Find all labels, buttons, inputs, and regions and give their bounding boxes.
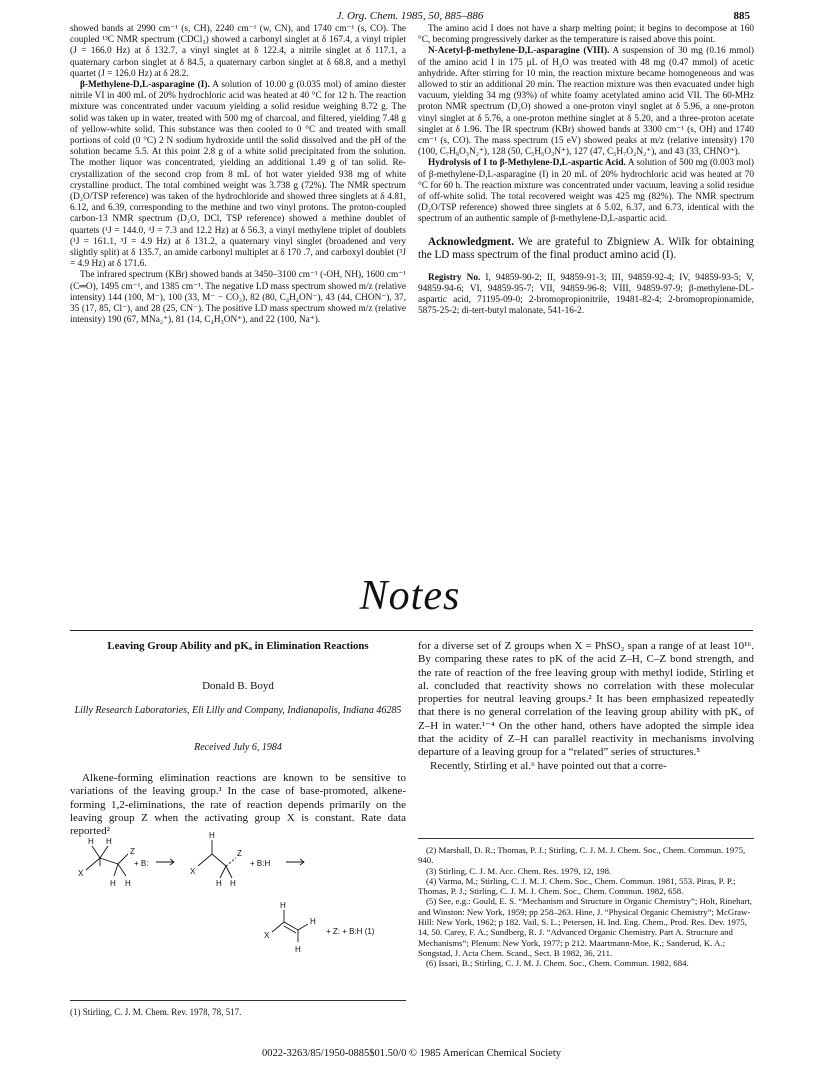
section-title-notes: Notes	[359, 573, 461, 619]
label-h: H	[230, 879, 236, 888]
plus-base: + B:	[134, 859, 149, 868]
left-column-experimental	[70, 24, 406, 326]
footnote: (2) Marshall, D. R.; Thomas, P. J.; Stirling, C. J. M. J. Chem. Soc., Chem. Commun. 1975, 940.	[418, 845, 746, 866]
label-x: X	[78, 869, 84, 878]
journal-citation: J. Org. Chem. 1985, 50, 885–886	[336, 10, 484, 22]
footnote: (3) Stirling, C. J. M. Acc. Chem. Res. 1979, 12, 198.	[426, 865, 612, 876]
section-divider	[70, 630, 753, 631]
label-h: H	[216, 879, 222, 888]
article-body-column2	[418, 640, 754, 773]
paragraph: β-Methylene-D,L-asparagine (I). A solution of 10.00 g (0.035 mol) of amino diester nitrile VI in 400 mL of 20% hydrochloric acid was heated at 40 °C for 12 h. The reaction mixture was concentrated under vacuum yielding a solid residue weighing 8.72 g. The solid was taken up in water, treated with 500 mg of charcoal, and filtered, yielding 7.48 g of yellow-white solid. This substance was then cooled to 0 °C and treated with small portions of cold (0 °C) 2 N sodium hydroxide until the solid dissolved and the pH of the solution became 5.5. At this point 2.8 g of a white solid precipitated from the solution. The mother liquor was concentrated, yielding an additional 1.49 g of tan solid. Re-crystallization of the second crop from 8 mL of hot water yielded 938 mg of white crystalline product. The total combined weight was 3.738 g (72%). The NMR spectrum (D₂O/TSP reference) was taken of the hydrochloride and showed three singlets at δ 4.81, 6.12, and 6.39, corresponding to the methine and two vinyl protons. The proton-coupled carbon-13 NMR spectrum (D₂O, DCl, TSP reference) showed a methine doublet of quartets (¹J = 144.0, ³J = 7.3 and 12.2 Hz) at δ 56.3, a vinyl methylene triplet of doublets (¹J = 161.1, ³J = 4.9 Hz) at δ 131.2, a quaternary vinyl singlet (broadened and very slightly split) at δ 135.7, an amide carbonyl multiplet at δ 170 .7, and carboxyl doublet (³J = 4.9 Hz) at δ 171.6.	[70, 80, 406, 270]
plus-bh: + B:H	[250, 859, 271, 868]
paragraph: The infrared spectrum (KBr) showed bands at 3450–3100 cm⁻¹ (-OH, NH), 1600 cm⁻¹ (C═O), 1495 cm⁻¹, and 1385 cm⁻¹. The negative LD mass spectrum showed m/z (relative intensity) 144 (100, M⁻), 100 (33, M⁻ − CO₂), 82 (80, C₄H₄ON⁻), 43 (44, CHON⁻), 37, 35 (17, 85, Cl⁻), and 28 (25, CN⁻). The positive LD mass spectrum showed m/z (relative intensity) 190 (67, MNa₂⁺), 81 (14, C₄H₃ON⁺), and 22 (100, Na⁺).	[70, 270, 406, 326]
elimination-scheme-diagram	[70, 832, 406, 992]
article-affiliation: Lilly Research Laboratories, Eli Lilly and Company, Indianapolis, Indiana 46285	[74, 705, 402, 716]
footnote: (6) Issari, B.; Stirling, C. J. M. J. Chem. Soc., Chem. Commun. 1982, 684.	[426, 958, 689, 969]
products-tail: + Z: + B:H (1)	[326, 927, 375, 936]
label-h: H	[280, 901, 286, 910]
paragraph: for a diverse set of Z groups when X = PhSO₂ span a range of at least 10¹⁶. By comparing these rates to pK of the acid Z–H, C–Z bond strength, and the rate of reaction of the free leaving group with methyl iodide, Stirling et al. concluded that reactivity shows no correlation with these molecular properties for neutral leaving groups.² It has been emphasized repeatedly that there is no general correlation of the leaving group ability with pKₐ of Z–H in water.¹⁻⁴ On the other hand, others have adopted the simple idea that the acidity of Z–H can parallel reactivity in mechanisms involving departure of a leaving group for a “related” series of structures.⁵	[418, 640, 754, 759]
paragraph: Recently, Stirling et al.⁶ have pointed out that a corre-	[430, 759, 667, 772]
label-z: Z	[237, 849, 242, 858]
acknowledgment: Acknowledgment. We are grateful to Zbigniew A. Wilk for obtaining the LD mass spectrum of the final product amino acid (I).	[418, 235, 754, 262]
label-h: H	[110, 879, 116, 888]
label-h: H	[125, 879, 131, 888]
label-x: X	[190, 867, 196, 876]
page-number: 885	[733, 10, 750, 22]
label-h: H	[295, 945, 301, 954]
label-h: H	[88, 837, 94, 846]
paragraph: The amino acid I does not have a sharp melting point; it begins to decompose at 160 °C, becoming progressively darker as the temperature is raised above this point.	[418, 24, 754, 46]
label-x: X	[264, 931, 270, 940]
footnote: (5) See, e.g.: Gould, E. S. “Mechanism and Structure in Organic Chemistry”; Holt, Rinehart, and Winston: New York, 1959; pp 258–263. Hine, J. “Physical Organic Chemistry”; McGraw-Hill: New York, 1962; p 182. Vail, S. L.; Petersen, H. Ind. Eng. Chem., Prod. Res. Dev. 1975, 14, 50. Carey, F. A.; Sundberg, R. J. “Advanced Organic Chemistry. Part A. Structure and Mechanisms”; Plenum: New York, 1977; p 212. Maartmann-Moe, K.; Sanderud, K. A.; Songstad, J. Acta Chem. Scand., Sect. B 1982, 36, 211.	[418, 896, 752, 958]
received-date: Received July 6, 1984	[194, 742, 282, 753]
footnote-1: (1) Stirling, C. J. M. Chem. Rev. 1978, 78, 517.	[70, 1000, 406, 1017]
article-author: Donald B. Boyd	[202, 680, 274, 692]
paragraph: Alkene-forming elimination reactions are known to be sensitive to variations of the leaving group.¹ In the case of base-promoted, alkene-forming 1,2-eliminations, the rate of reaction depends primarily on the leaving group Z when the activating group X is constant. Rate data reported²	[70, 772, 406, 838]
article-title: Leaving Group Ability and pKₐ in Elimination Reactions	[107, 640, 369, 652]
page-footer: 0022-3263/85/1950-0885$01.50/0 © 1985 American Chemical Society	[261, 1048, 562, 1059]
paragraph: showed bands at 2990 cm⁻¹ (s, CH), 2240 cm⁻¹ (w, CN), and 1740 cm⁻¹ (s, CO). The coupled ¹³C NMR spectrum (CDCl₃) showed a carbonyl singlet at δ 167.4, a vinyl triplet (J = 166.0 Hz) at δ 132.7, a vinyl singlet at δ 122.4, a nitrile singlet at δ 117.1, a quaternary carbon singlet at δ 84.5, a quaternary carbon singlet at δ 68.8, and a methyl quartet (J = 126.0 Hz) at δ 28.2.	[70, 24, 406, 79]
label-h: H	[310, 917, 316, 926]
paragraph: N-Acetyl-β-methylene-D,L-asparagine (VIII). A suspension of 30 mg (0.16 mmol) of the amino acid I in 175 μL of H₂O was treated with 48 mg (0.47 mmol) of acetic anhydride. After stirring for 10 min, the reaction mixture became homogeneous and was allowed to stir an additional 20 min. The reaction mixture was then evacuated under high vacuum, yielding 34 mg (93%) of white foamy acetylated amino acid VII. The 60-MHz proton NMR spectrum (D₂O) showed a one-proton vinyl snglet at δ 5.96, a one-proton vinyl singlet at δ 5.76, a one-proton methine singlet at δ 5.20, and a three-proton acetate singlet at δ 1.96. The IR spectrum (KBr) showed bands at 3300 cm⁻¹ (s, OH) and 1740 cm⁻¹ (s, CO). The mass spectrum (15 eV) showed peaks at m/z (relative intensity) 170 (100, C₇H₈O₃N₂⁺), 128 (50, C₅H₆O₃N⁺), 127 (47, C₅H₇O₂N₂⁺), and 43 (33, CHNO⁺).	[418, 46, 755, 158]
right-column-experimental	[418, 24, 754, 317]
label-h: H	[209, 832, 215, 840]
paragraph: Hydrolysis of I to β-Methylene-D,L-aspartic Acid. A solution of 500 mg (0.003 mol) of β-methylene-D,L-asparagine (I) in 20 mL of 20% hydrochloric acid was heated at 70 °C for 60 h. The reaction mixture was concentrated under vacuum, leaving a solid residue of off-white solid. The total recovered weight was 425 mg (82%). The NMR spectrum (D₂O/TSP reference) showed three singlets at δ 5.02, 6.37, and 6.73, identical with the spectrum of an authentic sample of β-methylene-D,L-aspartic acid.	[418, 158, 755, 225]
registry-numbers: Registry No. I, 94859-90-2; II, 94859-91-3; III, 94859-92-4; IV, 94859-93-5; V, 94859-94-6; VI, 94859-95-7; VII, 94859-96-8; VIII, 94859-97-9; β-methylene-DL-aspartic acid, 71195-09-0; 2-bromopropionitrile, 19481-82-4; 2-bromopropionamide, 5875-25-2; di-tert-butyl malonate, 541-16-2.	[418, 272, 754, 317]
label-z: Z	[130, 847, 135, 856]
article-intro	[70, 772, 406, 838]
footnote: (4) Varma, M.; Stirling, C. J. M. J. Chem. Soc., Chem. Commun. 1981, 553. Piras, P. P.; Thomas, P. J.; Stirling, C. J. M. J. Chem. Soc., Chem. Commun. 1982, 658.	[418, 875, 736, 897]
footnotes	[418, 838, 754, 969]
label-h: H	[106, 837, 112, 846]
